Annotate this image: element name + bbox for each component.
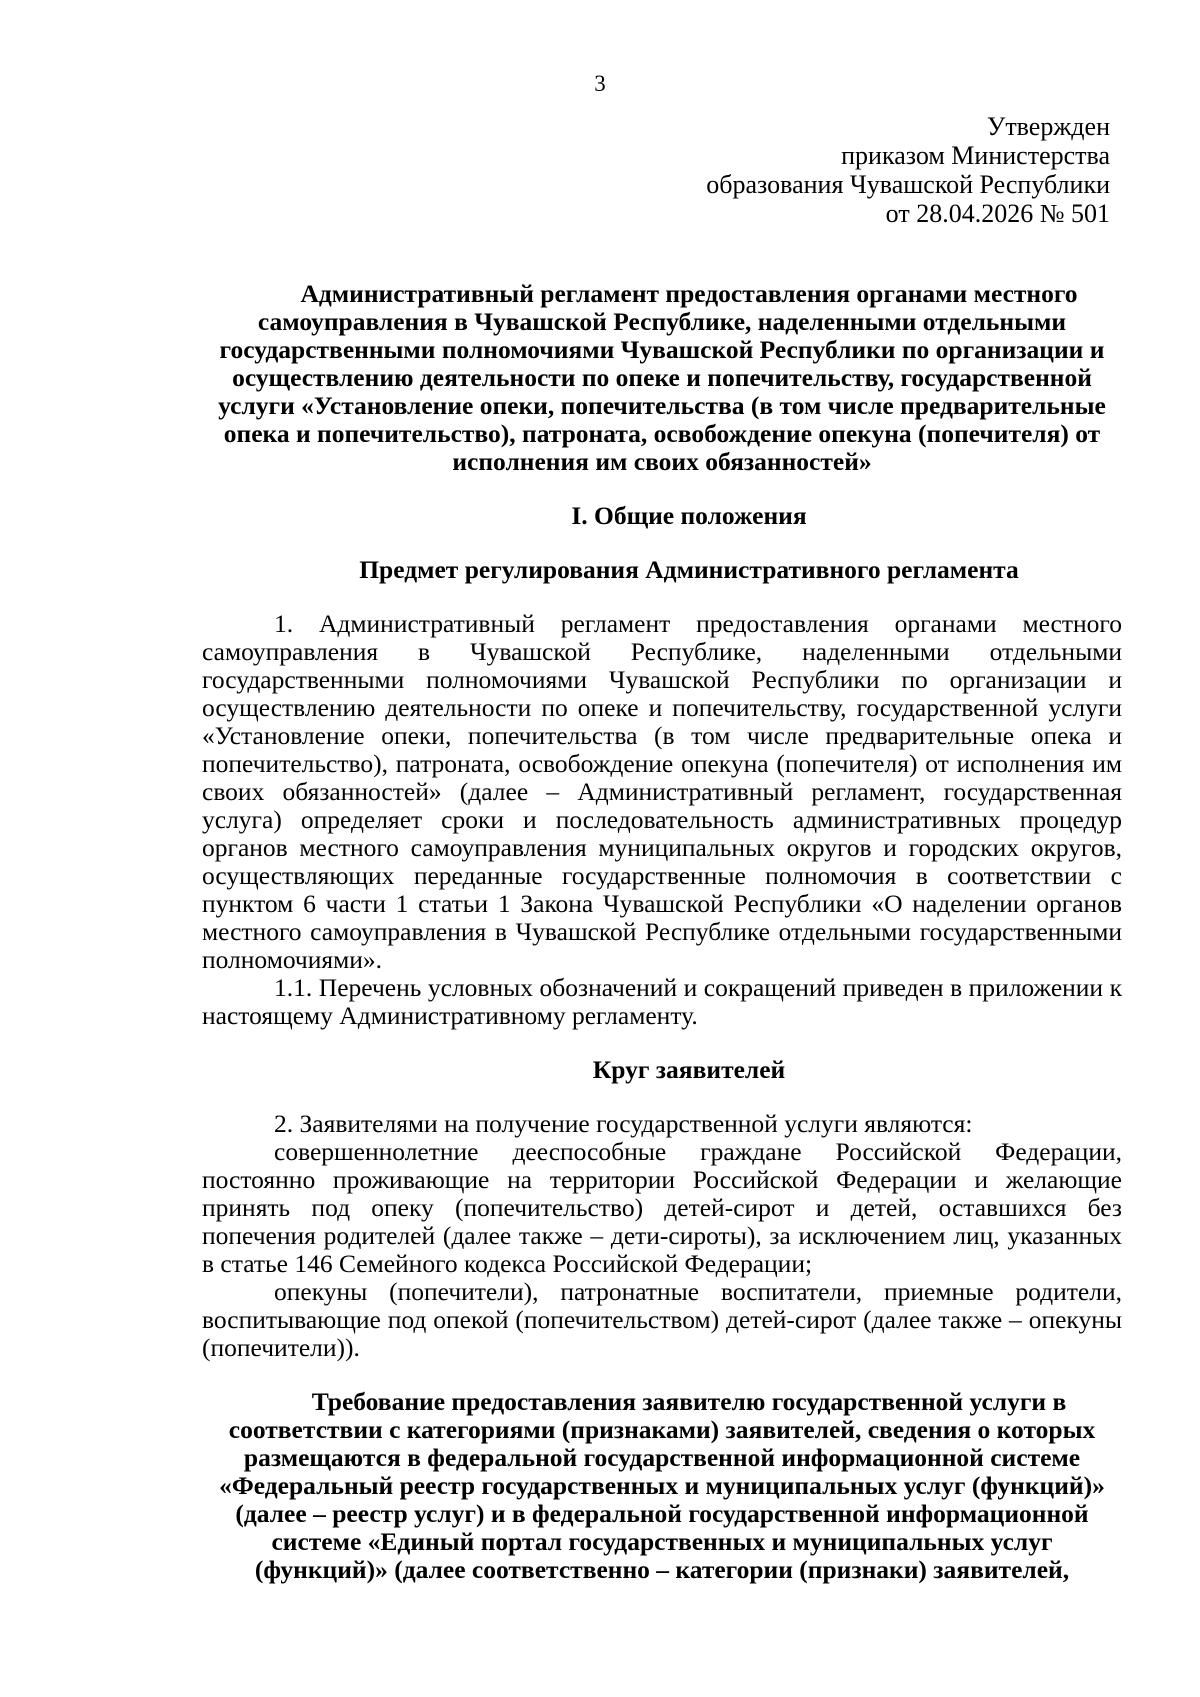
subsection-heading: Предмет регулирования Административного регламента	[359, 555, 1019, 584]
paragraph-group	[202, 610, 1122, 1030]
paragraph: 2. Заявителями на получение государственной услуги являются:	[274, 1109, 973, 1138]
paragraph-group	[202, 1110, 1122, 1362]
subsection-heading: Требование предоставления заявителю государственной услуги в соответствии с категориями (признаками) заявителей, сведения о которых размещаются в федеральной государственной информационной системе «Федеральный реестр государственных и муниципальных услуг (функций)» (далее – реестр услуг) и в федеральной государственной информационной системе «Единый портал государственных и муниципальных услуг (функций)» (далее соответственно – категории (признаки) заявителей,	[219, 1387, 1105, 1584]
approval-line: Утвержден	[986, 112, 1110, 141]
paragraph: 1. Административный регламент предоставления органами местного самоуправления в Чувашской Республике, наделенными отдельными государственными полномочиями Чувашской Республики по организации и осуществлению деятельности по опеке и попечительству, государственной услуги «Установление опеки, попечительства (в том числе предварительные опека и попечительство), патроната, освобождение опекуна (попечителя) от исполнения им своих обязанностей» (далее – Административный регламент, государственная услуга) определяет сроки и последовательность административных процедур органов местного самоуправления муниципальных округов и городских округов, осуществляющих переданные государственные полномочия в соответствии с пунктом 6 части 1 статьи 1 Закона Чувашской Республики «О наделении органов местного самоуправления в Чувашской Республике отдельными государственными полномочиями».	[202, 609, 1122, 974]
subsection-heading: Круг заявителей	[592, 1055, 786, 1084]
approval-stamp	[706, 112, 1110, 228]
paragraph: 1.1. Перечень условных обозначений и сокращений приведен в приложении к настоящему Административному регламенту.	[202, 973, 1122, 1030]
document-body	[202, 280, 1122, 1584]
approval-line: приказом Министерства	[841, 141, 1110, 170]
document-title: Административный регламент предоставления органами местного самоуправления в Чувашской Республике, наделенными отдельными государственными полномочиями Чувашской Республики по организации и осуществлению деятельности по опеке и попечительству, государственной услуги «Установление опеки, попечительства (в том числе предварительные опека и попечительство), патроната, освобождение опекуна (попечителя) от исполнения им своих обязанностей»	[218, 279, 1106, 476]
approval-line: от 28.04.2026 № 501	[885, 199, 1110, 228]
paragraph: совершеннолетние дееспособные граждане Российской Федерации, постоянно проживающие на территории Российской Федерации и желающие принять под опеку (попечительство) детей-сирот и детей, оставшихся без попечения родителей (далее также – дети-сироты), за исключением лиц, указанных в статье 146 Семейного кодекса Российской Федерации;	[202, 1137, 1122, 1278]
approval-line: образования Чувашской Республики	[706, 170, 1110, 199]
section-heading: I. Общие положения	[571, 501, 807, 530]
paragraph: опекуны (попечители), патронатные воспитатели, приемные родители, воспитывающие под опекой (попечительством) детей-сирот (далее также – опекуны (попечители)).	[202, 1277, 1122, 1362]
page-number: 3	[594, 71, 606, 96]
